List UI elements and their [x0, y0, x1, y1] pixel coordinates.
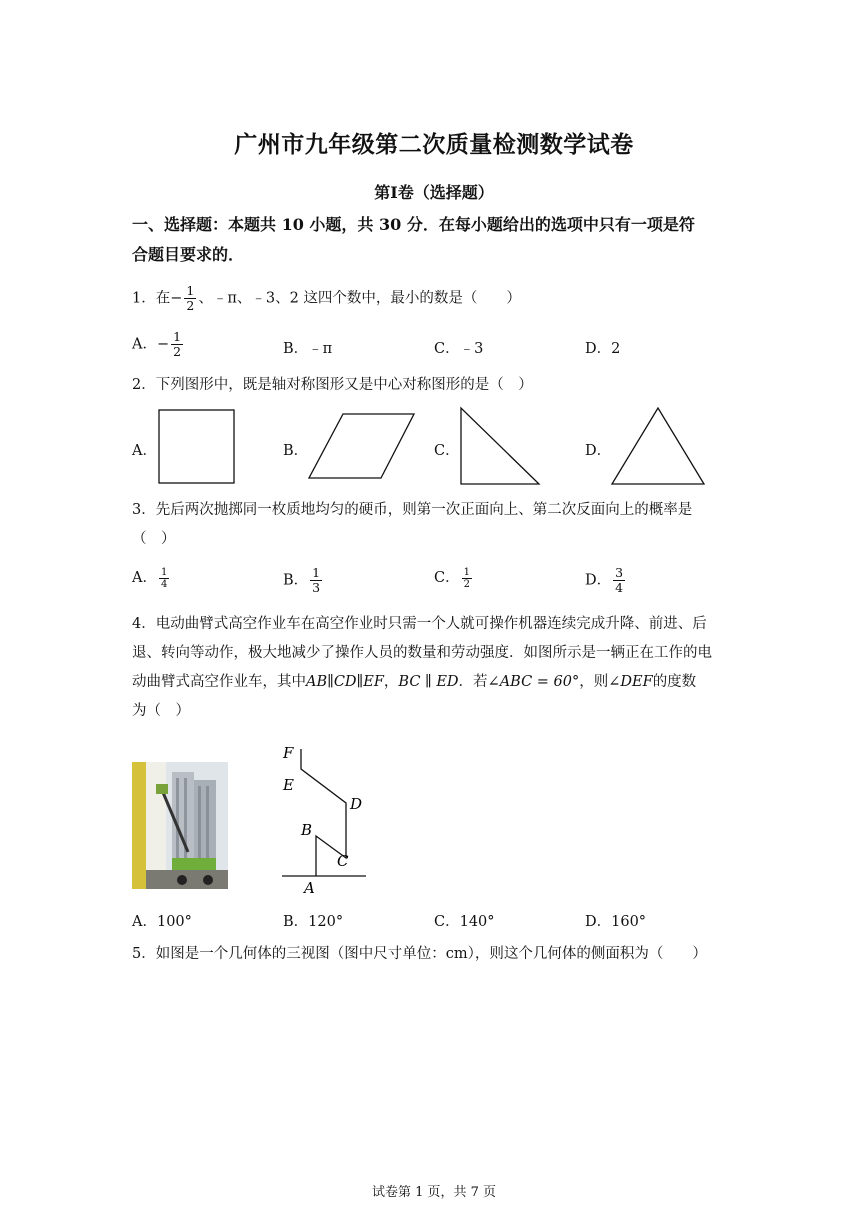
label-e: E: [283, 776, 294, 794]
q3-line2: （ ）: [132, 531, 176, 547]
q2-option-d-label: D．: [585, 443, 612, 459]
q4-option-b: B．120°: [283, 914, 344, 930]
exam-title: 广州市九年级第二次质量检测数学试卷: [234, 131, 634, 158]
q1-option-c: C．﹣3: [434, 341, 484, 357]
q1-option-b: B．﹣π: [283, 341, 333, 357]
q4-line3: 动曲臂式高空作业车，其中AB∥CD∥EF，BC ∥ ED．若∠ABC = 60°，则∠DEF的度数: [132, 674, 697, 690]
q2-option-c-label: C．: [434, 443, 460, 459]
equilateral-triangle-shape: [612, 408, 704, 484]
q3-option-c: C． $\frac{1}{2}$: [434, 566, 470, 590]
q4-line4: 为（ ）: [132, 703, 190, 719]
q3-option-d: D． $\frac{3}{4}$: [585, 565, 624, 595]
label-f: F: [283, 744, 294, 762]
label-a: A: [304, 879, 315, 897]
q1-option-d: D．2: [585, 341, 621, 357]
q2-option-b-label: B．: [283, 443, 309, 459]
q2-shapes: [0, 0, 868, 500]
q4-line2: 退、转向等动作，极大地减少了操作人员的数量和劳动强度．如图所示是一辆正在工作的电: [132, 645, 712, 661]
q1-frac-sign: −: [170, 290, 183, 307]
aerial-work-platform-photo: [132, 762, 228, 889]
q1-option-a-fraction: $\frac{1}{2}$: [173, 329, 182, 359]
right-triangle-shape: [461, 408, 539, 484]
q4-option-c: C．140°: [434, 914, 495, 930]
q3-option-a: A． $\frac{1}{4}$: [132, 566, 168, 590]
parallelogram-shape: [309, 414, 414, 478]
q4-option-d: D．160°: [585, 914, 647, 930]
label-c: C: [337, 852, 349, 870]
page-footer: 试卷第 1 页，共 7 页: [371, 1185, 497, 1200]
question-2: 2．下列图形中，既是轴对称图形又是中心对称图形的是（ ）: [132, 377, 533, 393]
question-5: 5．如图是一个几何体的三视图（图中尺寸单位：cm），则这个几何体的侧面积为（ ）: [132, 946, 707, 962]
q2-option-a-label: A．: [132, 443, 157, 459]
section-subtitle: 第I卷（选择题）: [374, 183, 494, 202]
q1-fraction: $\frac{1}{2}$: [186, 283, 195, 313]
q4-line1: 4．电动曲臂式高空作业车在高空作业时只需一个人就可操作机器连续完成升降、前进、后: [132, 616, 707, 632]
q4-geometry-diagram: [270, 735, 380, 900]
q3-option-b: B． $\frac{1}{3}$: [283, 565, 321, 595]
label-d: D: [350, 795, 363, 813]
q3-line1: 3．先后两次抛掷同一枚质地均匀的硬币，则第一次正面向上、第二次反面向上的概率是: [132, 502, 693, 518]
q1-option-a: A．− $\frac{1}{2}$: [132, 329, 182, 359]
question-3: [132, 496, 742, 554]
q1-prefix: 1．在: [132, 290, 171, 307]
q1-rest: 、﹣π、﹣3、2 这四个数中，最小的数是（ ）: [198, 290, 521, 307]
label-b: B: [301, 821, 313, 839]
section-heading-line2: 合题目要求的．: [132, 245, 245, 264]
q4-option-a: A．100°: [132, 914, 192, 930]
square-shape: [159, 410, 234, 483]
section-heading-line1: 一、选择题：本题共 10 小题，共 30 分．在每小题给出的选项中只有一项是符: [132, 215, 695, 234]
question-4: [132, 610, 742, 726]
